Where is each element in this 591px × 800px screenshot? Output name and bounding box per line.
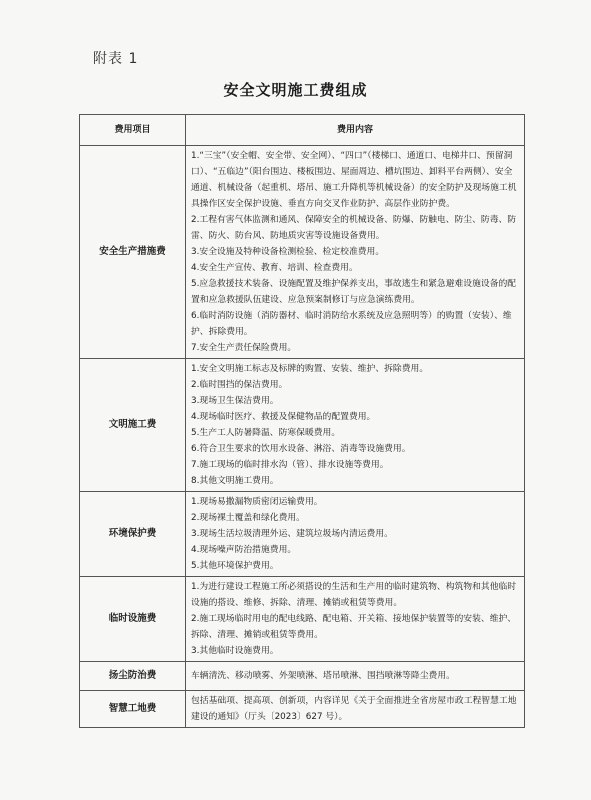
header-fee-item: 费用项目 [80,115,186,146]
content-item: 7.施工现场的临时排水沟（管）、排水设施等费用。 [191,460,389,470]
content-item: 1.“三宝”（安全帽、安全带、安全网）、“四口”（楼梯口、通道口、电梯井口、预留洞口）、“五临边”（阳台围边、楼板围边、屋面周边、槽坑围边、卸料平台两侧）、安全通道、机械设备（起重机、塔吊、施工升降机等机械设备）的安全防护及现场施工机具操作区安全保护设施、垂直方向交叉作业防护、高层作业防护费。 [191,151,517,209]
table-row [80,359,525,492]
content-item: 2.施工现场临时用电的配电线路、配电箱、开关箱、接地保护装置等的安装、维护、拆除、清理、摊销或租赁等费用。 [191,614,517,640]
content-item: 2.工程有害气体监测和通风、保障安全的机械设备、防爆、防触电、防尘、防毒、防雷、防火、防台风、防地质灾害等设施设备费用。 [191,215,517,241]
row-category: 环境保护费 [80,492,186,577]
row-category: 扬尘防治费 [80,662,186,691]
content-item: 7.安全生产责任保险费用。 [191,343,297,353]
content-item: 3.现场生活垃圾清理外运、建筑垃圾场内清运费用。 [191,529,393,539]
content-item: 1.为进行建设工程施工所必须搭设的生活和生产用的临时建筑物、构筑物和其他临时设施的搭设、维修、拆除、清理、摊销或租赁等费用。 [191,582,517,608]
content-item: 6.符合卫生要求的饮用水设备、淋浴、消毒等设施费用。 [191,444,411,454]
table-header-row [80,115,525,146]
table-row [80,691,525,728]
row-category: 临时设施费 [80,577,186,662]
content-item: 2.临时围挡的保洁费用。 [191,380,288,390]
content-item: 2.现场裸土覆盖和绿化费用。 [191,513,305,523]
content-item: 8.其他文明施工费用。 [191,476,279,486]
attachment-label: 附表 1 [93,51,139,67]
content-item: 5.生产工人防暑降温、防寒保暖费用。 [191,428,341,438]
table-row [80,577,525,662]
content-item: 4.现场噪声防治措施费用。 [191,545,297,555]
row-content [186,691,525,728]
content-item: 4.安全生产宣传、教育、培训、检查费用。 [191,263,358,273]
content-item: 1.安全文明施工标志及标牌的购置、安装、维护、拆除费用。 [191,364,429,374]
row-content [186,662,525,691]
document-title: 安全文明施工费组成 [223,81,368,99]
row-content [186,146,525,359]
content-item: 5.其他环境保护费用。 [191,561,279,571]
row-category: 文明施工费 [80,359,186,492]
table-row [80,492,525,577]
row-content [186,492,525,577]
row-content [186,359,525,492]
content-item: 车辆清洗、移动喷雾、外架喷淋、塔吊喷淋、围挡喷淋等降尘费用。 [191,671,455,681]
content-item: 4.现场临时医疗、救援及保健物品的配置费用。 [191,412,376,422]
content-item: 包括基础项、提高项、创新项，内容详见《关于全面推进全省房屋市政工程智慧工地建设的通知》（厅头〔2023〕627 号）。 [191,696,517,722]
row-category: 安全生产措施费 [80,146,186,359]
fee-composition-table [79,114,525,728]
table-row [80,662,525,691]
content-item: 6.临时消防设施（消防器材、临时消防给水系统及应急照明等）的购置（安装）、维护、拆除费用。 [191,311,512,337]
content-item: 3.安全设施及特种设备检测检验、检定校准费用。 [191,247,385,257]
header-fee-content: 费用内容 [186,115,525,146]
content-item: 1.现场易撒漏物质密闭运输费用。 [191,497,323,507]
content-item: 5.应急救援技术装备、设施配置及维护保养支出，事故逃生和紧急避难设施设备的配置和应急救援队伍建设、应急预案制修订与应急演练费用。 [191,279,517,305]
content-item: 3.现场卫生保洁费用。 [191,396,279,406]
table-row [80,146,525,359]
row-category: 智慧工地费 [80,691,186,728]
content-item: 3.其他临时设施费用。 [191,646,279,656]
row-content [186,577,525,662]
